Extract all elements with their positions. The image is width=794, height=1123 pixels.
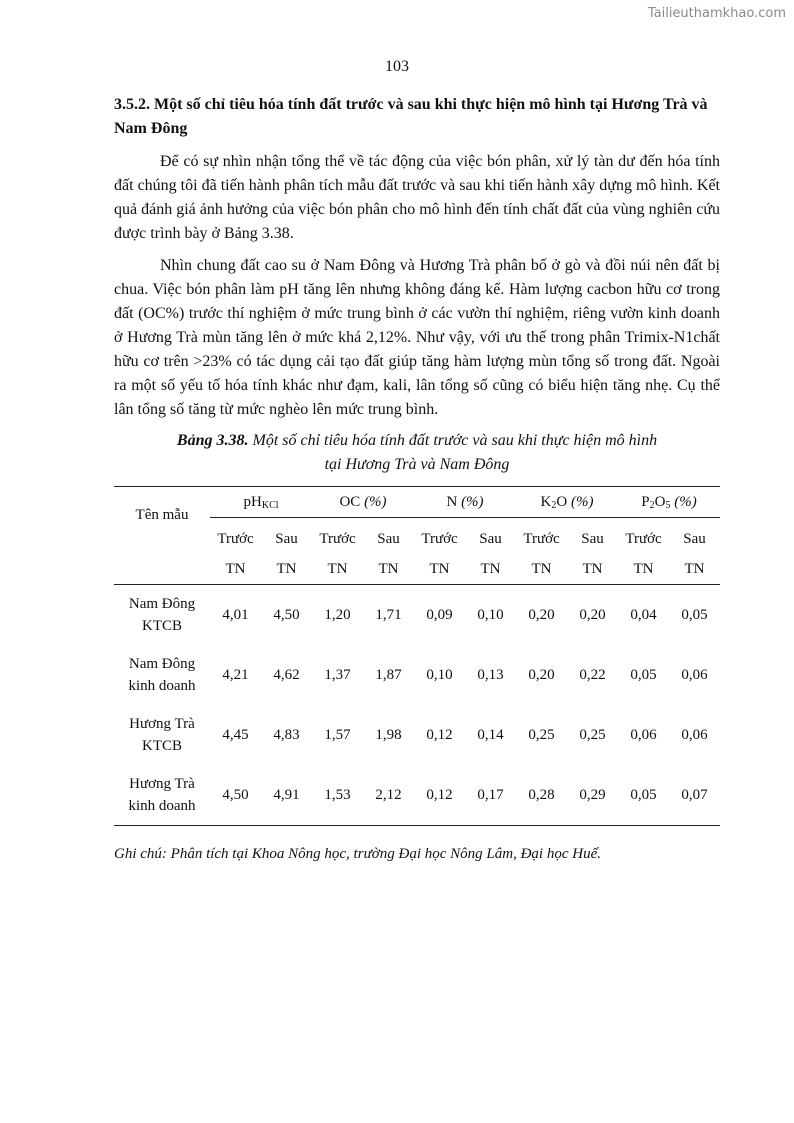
value-cell: 0,10	[477, 607, 504, 623]
value-cell: 4,91	[261, 765, 312, 826]
header-before-tn: TN	[210, 554, 261, 585]
header-after-tn: TN	[363, 554, 414, 585]
header-after: Sau	[581, 530, 604, 547]
page-number: 103	[385, 58, 409, 75]
header-n: N (%)	[414, 487, 516, 518]
value-cell: 4,50	[210, 765, 261, 826]
sample-name-line-1: Hương Trà	[129, 776, 195, 792]
sample-name-line-2: KTCB	[141, 738, 182, 754]
value-cell: 1,98	[375, 727, 402, 743]
header-before: Trước	[319, 530, 356, 547]
value-cell: 0,20	[579, 607, 606, 623]
value-cell: 4,83	[273, 727, 300, 743]
header-before-tn: TN	[414, 554, 465, 585]
value-cell: 0,12	[426, 727, 453, 743]
value-cell: 4,21	[222, 667, 249, 683]
sample-name-line-1: Nam Đông	[128, 596, 196, 612]
value-cell: 0,22	[579, 667, 606, 683]
header-after: Sau	[479, 530, 502, 547]
value-cell: 0,20	[528, 667, 555, 683]
header-before-tn: TN	[312, 554, 363, 585]
sample-name-cell	[114, 705, 210, 765]
value-cell: 0,20	[528, 607, 555, 623]
header-before: Trước	[421, 530, 458, 547]
header-sample-name: Tên mẫu	[114, 487, 210, 585]
value-cell: 0,06	[630, 727, 657, 743]
table-caption	[114, 429, 720, 477]
value-cell: 0,04	[630, 607, 657, 623]
caption-line-2: tại Hương Trà và Nam Đông	[324, 456, 510, 473]
value-cell: 0,06	[681, 667, 708, 683]
header-before: Trước	[523, 530, 560, 547]
paragraph-1: Để có sự nhìn nhận tổng thể về tác động của việc bón phân, xử lý tàn dư đến hóa tính đất chúng tôi đã tiến hành phân tích mẫu đất trước và sau khi tiến hành xây dựng mô hình. Kết quả đánh giá ảnh hưởng của việc bón phân cho mô hình đến tính chất đất của vùng nghiên cứu được trình bày ở Bảng 3.38.	[114, 153, 720, 242]
value-cell: 0,07	[669, 765, 720, 826]
value-cell: 0,09	[426, 607, 453, 623]
value-cell: 0,13	[477, 667, 504, 683]
header-after: Sau	[275, 530, 298, 547]
header-after-tn: TN	[567, 554, 618, 585]
value-cell: 0,25	[528, 727, 555, 743]
sample-name-line-2: KTCB	[141, 618, 182, 634]
value-cell: 1,57	[324, 727, 351, 743]
value-cell: 1,20	[324, 607, 351, 623]
table-row	[114, 765, 720, 826]
table-body	[114, 585, 720, 826]
value-cell: 4,50	[273, 607, 300, 623]
section-heading: 3.5.2. Một số chỉ tiêu hóa tính đất trước và sau khi thực hiện mô hình tại Hương Trà và Nam Đông	[114, 96, 708, 137]
header-after: Sau	[683, 530, 706, 547]
value-cell: 0,05	[618, 765, 669, 826]
caption-line-1	[114, 429, 720, 453]
value-cell: 0,25	[579, 727, 606, 743]
value-cell: 0,17	[465, 765, 516, 826]
header-after: Sau	[377, 530, 400, 547]
header-ph: $pH_{KCl}$	[210, 487, 312, 518]
table-row	[114, 705, 720, 765]
value-cell: 1,71	[375, 607, 402, 623]
caption-title: Một số chỉ tiêu hóa tính đất trước và sau khi thực hiện mô hình	[248, 432, 658, 449]
value-cell: 0,12	[414, 765, 465, 826]
header-after-tn: TN	[261, 554, 312, 585]
table-note: Ghi chú: Phân tích tại Khoa Nông học, trường Đại học Nông Lâm, Đại học Huế.	[114, 846, 601, 862]
sample-name-line-1: Nam Đông	[128, 656, 196, 672]
value-cell: 1,53	[312, 765, 363, 826]
value-cell: 0,14	[477, 727, 504, 743]
value-cell: 1,87	[375, 667, 402, 683]
header-before: Trước	[625, 530, 662, 547]
header-before: Trước	[217, 530, 254, 547]
header-after-tn: TN	[465, 554, 516, 585]
watermark: Tailieuthamkhao.com	[647, 6, 786, 21]
soil-chemistry-table	[114, 486, 720, 826]
paragraph-2: Nhìn chung đất cao su ở Nam Đông và Hương Trà phân bố ở gò và đồi núi nên đất bị chua. Việc bón phân làm pH tăng lên nhưng không đáng kể. Hàm lượng cacbon hữu cơ trong đất (OC%) trước thí nghiệm ở mức trung bình ở các vườn thí nghiệm, riêng vườn kinh doanh ở Hương Trà mùn tăng lên ở mức khá 2,12%. Như vậy, với ưu thế trong phân Trimix-N1chất hữu cơ trên >23% có tác dụng cải tạo đất giúp tăng hàm lượng mùn tổng số trong đất. Ngoài ra một số yếu tố hóa tính khác như đạm, kali, lân tổng số cũng có biểu hiện tăng nhẹ. Cụ thể lân tổng số tăng từ mức nghèo lên mức trung bình.	[114, 257, 720, 418]
value-cell: 4,62	[273, 667, 300, 683]
value-cell: 0,05	[630, 667, 657, 683]
value-cell: 1,37	[324, 667, 351, 683]
value-cell: 0,06	[681, 727, 708, 743]
value-cell: 4,01	[222, 607, 249, 623]
table-row	[114, 585, 720, 646]
value-cell: 4,45	[222, 727, 249, 743]
header-after-tn: TN	[669, 554, 720, 585]
sample-name-line-2: kinh doanh	[128, 798, 196, 814]
table-row	[114, 645, 720, 705]
header-oc: OC (%)	[312, 487, 414, 518]
value-cell: 0,05	[681, 607, 708, 623]
data-table-wrapper	[114, 486, 720, 826]
sample-name-cell	[114, 765, 210, 826]
header-k2o: $K_2O$ (%)	[516, 487, 618, 518]
value-cell: 2,12	[363, 765, 414, 826]
header-before-tn: TN	[516, 554, 567, 585]
sample-name-cell	[114, 645, 210, 705]
caption-label: Bảng 3.38.	[176, 432, 249, 449]
sample-name-line-1: Hương Trà	[129, 716, 195, 732]
header-before-tn: TN	[618, 554, 669, 585]
value-cell: 0,10	[426, 667, 453, 683]
value-cell: 0,28	[516, 765, 567, 826]
header-p2o5: $P_2O_5$ (%)	[618, 487, 720, 518]
value-cell: 0,29	[567, 765, 618, 826]
sample-name-line-2: kinh doanh	[128, 678, 196, 694]
sample-name-cell	[114, 585, 210, 646]
